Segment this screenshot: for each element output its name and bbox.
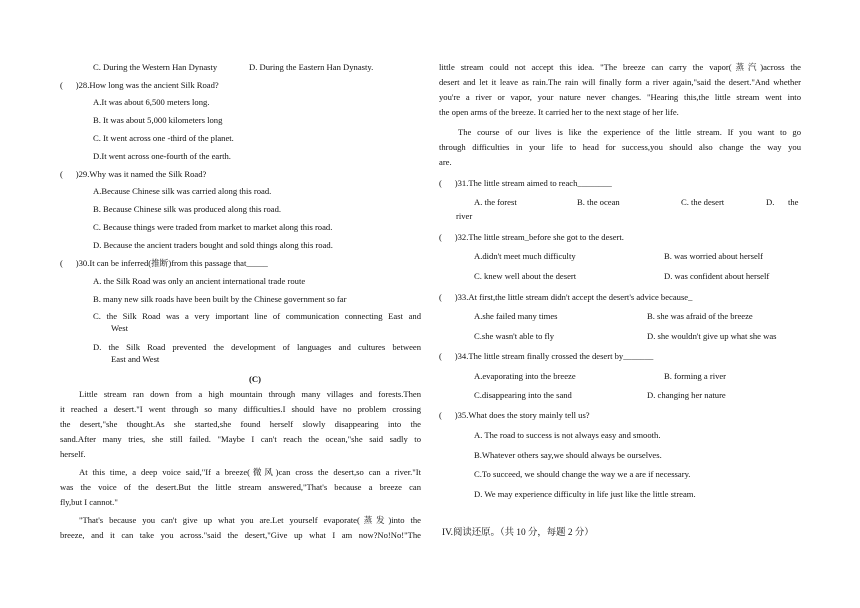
q30-option-a: A. the Silk Road was only an ancient international trade route — [93, 276, 306, 286]
passage-line: fly,but I cannot." — [60, 497, 118, 507]
q35-option-c: C.To succeed, we should change the way we a are if necessary. — [474, 469, 691, 479]
q31-option-c: C. the desert — [681, 197, 725, 207]
q28-option-d: D.It went across one-fourth of the earth. — [93, 151, 231, 161]
q34-stem: ( )34.The little stream finally crossed the desert by_______ — [439, 351, 654, 361]
q34-option-d: D. changing her nature — [647, 390, 726, 400]
passage-line: was the voice of the desert.But the little stream answered,"That's because a breeze can — [60, 482, 421, 492]
q32-option-c: C. knew well about the desert — [474, 271, 577, 281]
passage-line: it reached a desert."I went through so many difficulties.I should have no problem crossing — [60, 404, 421, 414]
q35-option-a: A. The road to success is not always easy and smooth. — [474, 430, 661, 440]
q34-option-a: A.evaporating into the breeze — [474, 371, 576, 381]
q30-option-b: B. many new silk roads have been built by the Chinese government so far — [93, 294, 347, 304]
q33-option-d: D. she wouldn't give up what she was — [647, 331, 777, 341]
q30-option-d: D. the Silk Road prevented the development of languages and cultures between — [93, 342, 421, 352]
passage-line: herself. — [60, 449, 86, 459]
q33-option-c: C.she wasn't able to fly — [474, 331, 555, 341]
q28-option-b: B. It was about 5,000 kilometers long — [93, 115, 223, 125]
passage-line: little stream could not accept this idea. "The breeze can carry the vapor(蒸汽)across the — [439, 62, 801, 72]
q28-option-c: C. It went across one -third of the planet. — [93, 133, 234, 143]
q29-option-a: A.Because Chinese silk was carried along this road. — [93, 186, 272, 196]
section-iv-heading: IV.阅读还原。（共 10 分，每题 2 分） — [442, 528, 594, 538]
q33-stem: ( )33.At first,the little stream didn't accept the desert's advice because_ — [439, 292, 693, 302]
q35-option-b: B.Whatever others say,we should always be ourselves. — [474, 450, 662, 460]
passage-line: Little stream ran down from a high mountain through many villages and forests.Then — [79, 389, 421, 399]
q32-option-a: A.didn't meet much difficulty — [474, 251, 576, 261]
passage-line: the open arms of the breeze. It carried her to the next stage of her life. — [439, 107, 679, 117]
passage-line: the desert,"she thought.As she started,she found herself slowly disappearing into the — [60, 419, 421, 429]
passage-line: "That's because you can't give up what you are.Let yourself evaporate(蒸发)into the — [79, 515, 421, 525]
passage-line: through difficulties in your life to head for success,you should also change the way you — [439, 142, 801, 152]
q28-option-a: A.It was about 6,500 meters long. — [93, 97, 210, 107]
passage-line: breeze, and it can take you across."said the desert,"Give up what I am now?No!No!"The — [60, 530, 421, 540]
q34-option-b: B. forming a river — [664, 371, 727, 381]
passage-line: you're a river or vapor, your nature never changes. "Hearing this,the little stream went into — [439, 92, 801, 102]
q27-option-d: D. During the Eastern Han Dynasty. — [249, 62, 374, 72]
q33-option-a: A.she failed many times — [474, 311, 558, 321]
q30-stem: ( )30.It can be inferred(推断)from this passage that_____ — [60, 258, 268, 268]
q35-stem: ( )35.What does the story mainly tell us? — [439, 410, 590, 420]
q32-option-b: B. was worried about herself — [664, 251, 764, 261]
q31-option-d: D. — [766, 197, 775, 207]
q32-stem: ( )32.The little stream_before she got to the desert. — [439, 232, 624, 242]
q34-option-c: C.disappearing into the sand — [474, 390, 572, 400]
q32-option-d: D. was confident about herself — [664, 271, 770, 281]
q35-option-d: D. We may experience difficulty in life just like the little stream. — [474, 489, 696, 499]
q31-stem: ( )31.The little stream aimed to reach________ — [439, 178, 612, 188]
q31-option-a: A. the forest — [474, 197, 517, 207]
q28-stem: ( )28.How long was the ancient Silk Road? — [60, 80, 219, 90]
passage-line: sand.After many tries, she still failed. "Maybe I can't reach the ocean,"she said sadly to — [60, 434, 421, 444]
passage-line: The course of our lives is like the experience of the little stream. If you want to go — [458, 127, 801, 137]
q30-option-d-cont: East and West — [111, 354, 160, 364]
passage-line: At this time, a deep voice said,"If a breeze(微风)can cross the desert,so can a river."It — [79, 467, 421, 477]
q31-option-b: B. the ocean — [577, 197, 620, 207]
section-c-heading: (C) — [249, 374, 261, 384]
q31-option-d-cont: river — [456, 211, 473, 221]
q30-option-c-cont: West — [111, 323, 128, 333]
passage-line: desert and let it leave as rain.The rain will finally form a river again,"said the desert."And whether — [439, 77, 801, 87]
q33-option-b: B. she was afraid of the breeze — [647, 311, 753, 321]
q29-stem: ( )29.Why was it named the Silk Road? — [60, 169, 207, 179]
q29-option-d: D. Because the ancient traders bought and sold things along this road. — [93, 240, 333, 250]
q30-option-c: C. the Silk Road was a very important line of communication connecting East and — [93, 311, 421, 321]
q29-option-c: C. Because things were traded from market to market along this road. — [93, 222, 333, 232]
q27-option-c: C. During the Western Han Dynasty — [93, 62, 218, 72]
q31-option-d-word: the — [788, 197, 799, 207]
passage-line: are. — [439, 157, 452, 167]
q29-option-b: B. Because Chinese silk was produced along this road. — [93, 204, 282, 214]
